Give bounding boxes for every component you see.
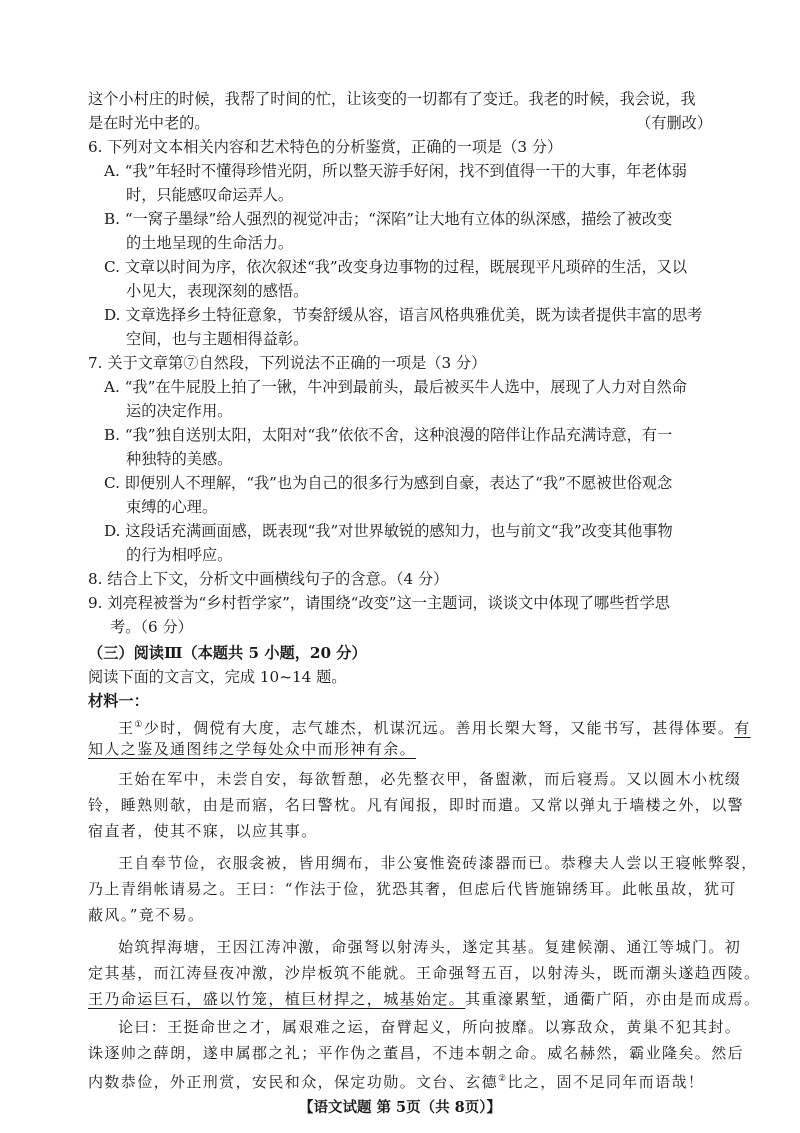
question-6-option-c-cont: 小见大，表现深刻的感悟。 — [126, 282, 309, 300]
passage-paragraph-4-line-2: 定其基，而江涛昼夜冲激，沙岸板筑不能就。王命强弩五百，以射涛头，既而潮头遂趋西陵。 — [88, 964, 761, 982]
footnote-marker-2: ② — [498, 1074, 508, 1084]
passage-paragraph-4-line-1: 始筑捍海塘，王因江涛冲激，命强弩以射涛头，遂定其基。复建候潮、通江等城门。初 — [118, 938, 742, 956]
question-7-option-c: C. 即便别人不理解，“我”也为自己的很多行为感到自豪，表达了“我”不愿被世俗观念 — [104, 474, 673, 492]
story-ending-line-2: 是在时光中老的。 — [88, 114, 210, 132]
passage-text: 王 — [118, 719, 135, 737]
question-6-option-a-cont: 时，只能感叹命运弄人。 — [126, 186, 294, 204]
passage-paragraph-2-line-2: 铃，睡熟则欹，由是而寤，名曰警枕。凡有闻报，即时而遣。又常以弹丸于墙楼之外，以警 — [88, 796, 745, 814]
question-6-option-d-cont: 空间，也与主题相得益彰。 — [126, 330, 309, 348]
section-3-instruction: 阅读下面的文言文，完成 10~14 题。 — [88, 668, 347, 686]
abridged-note: （有删改） — [636, 114, 712, 132]
question-7-option-d-cont: 的行为相呼应。 — [126, 546, 233, 564]
underlined-sentence: 王乃命运巨石，盛以竹笼，植巨材捍之，城基始定。 — [88, 990, 466, 1008]
passage-paragraph-4-line-3 — [88, 986, 760, 1012]
underlined-sentence: 有 — [734, 719, 751, 737]
passage-text: 比之，固不足同年而语哉！ — [507, 1073, 705, 1091]
question-7-option-a: A. “我”在牛屁股上拍了一锹，牛冲到最前头，最后被买牛人选中，展现了人力对自然命 — [104, 378, 687, 396]
question-6-stem: 6. 下列对文本相关内容和艺术特色的分析鉴赏，正确的一项是（3 分） — [88, 138, 563, 156]
story-ending-line-1: 这个小村庄的时候，我帮了时间的忙，让该变的一切都有了变迁。我老的时候，我会说，我 — [88, 90, 696, 108]
passage-text: 少时，倜傥有大度，志气雄杰，机谋沉远。善用长槊大弩，又能书写，甚得体要。 — [143, 719, 735, 737]
question-6-option-b: B. “一窝子墨绿”给人强烈的视觉冲击；“深陷”让大地有立体的纵深感，描绘了被改变 — [104, 210, 673, 228]
passage-paragraph-2-line-1: 王始在军中，未尝自安，每欲暂憩，必先整衣甲，备盥漱，而后寝焉。又以圆木小枕缀 — [118, 770, 742, 788]
question-7-option-d: D. 这段话充满画面感，既表现“我”对世界敏锐的感知力，也与前文“我”改变其他事物 — [104, 522, 673, 540]
passage-text: 内数恭俭，外正刑赏，安民和众，保定功勋。文台、玄德 — [88, 1073, 499, 1091]
question-6-option-b-cont: 的土地呈现的生命活力。 — [126, 234, 294, 252]
question-7-option-c-cont: 束缚的心理。 — [126, 498, 218, 516]
page-footer: 【语文试题 第 5页（共 8页）】 — [298, 1099, 502, 1116]
question-7-stem: 7. 关于文章第⑦自然段，下列说法不正确的一项是（3 分） — [88, 354, 487, 372]
passage-paragraph-2-line-3: 宿直者，使其不寐，以应其事。 — [88, 822, 318, 840]
passage-paragraph-3-line-3: 蔽风。”竟不易。 — [88, 906, 205, 924]
passage-paragraph-5-line-1: 论曰：王挺命世之才，属艰难之运，奋臂起义，所向披靡。以寡敌众，黄巢不犯其封。 — [118, 1018, 742, 1036]
passage-paragraph-5-line-2: 诛逐帅之薛朗，遂申属郡之礼；平作伪之董昌，不违本朝之命。威名赫然，霸业隆矣。然后 — [88, 1044, 745, 1062]
question-6-option-a: A. “我”年轻时不懂得珍惜光阴，所以整天游手好闲，找不到值得一干的大事，年老体弱 — [104, 162, 687, 180]
material-1-label: 材料一： — [88, 692, 149, 710]
question-6-option-c: C. 文章以时间为序，依次叙述“我”改变身边事物的过程，既展现平凡琐碎的生活，又以 — [104, 258, 688, 276]
question-7-option-b: B. “我”独自送别太阳，太阳对“我”依依不舍，这种浪漫的陪伴让作品充满诗意，有一 — [104, 426, 673, 444]
underlined-sentence: 知人之鉴及通图纬之学每处众中而形神有余。 — [88, 740, 417, 758]
question-9-stem: 9. 刘亮程被誉为“乡村哲学家”，请围绕“改变”这一主题词，谈谈文中体现了哪些哲学思 — [88, 594, 670, 612]
question-7-option-b-cont: 种独特的美感。 — [126, 450, 233, 468]
passage-text: 其重濠累堑，通衢广陌，亦由是而成焉。 — [465, 990, 761, 1008]
question-8-stem: 8. 结合上下文，分析文中画横线句子的含意。（4 分） — [88, 570, 449, 588]
section-3-heading: （三）阅读Ⅲ（本题共 5 小题，20 分） — [88, 644, 367, 662]
passage-paragraph-5-line-3 — [88, 1066, 704, 1095]
passage-paragraph-3-line-1: 王自奉节俭，衣服衾被，皆用绸布，非公宴惟瓷砖漆器而已。恭穆夫人尝以王寝帐弊裂， — [118, 854, 758, 872]
question-7-option-a-cont: 运的决定作用。 — [126, 402, 233, 420]
passage-paragraph-3-line-2: 乃上青绢帐请易之。王曰：“作法于俭，犹恐其奢，但虑后代皆施锦绣耳。此帐虽故，犹可 — [88, 880, 737, 898]
question-9-stem-cont: 考。（6 分） — [110, 618, 193, 636]
footnote-marker-1: ① — [134, 720, 144, 730]
question-6-option-d: D. 文章选择乡土特征意象，节奏舒缓从容，语言风格典雅优美，既为读者提供丰富的思考 — [104, 306, 703, 324]
